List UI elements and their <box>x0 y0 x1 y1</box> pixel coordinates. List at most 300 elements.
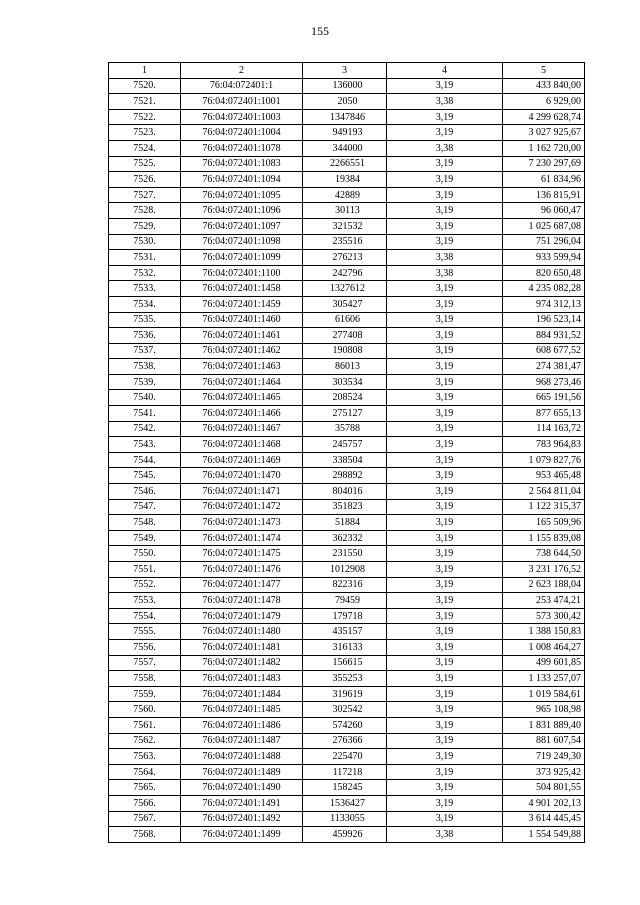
value-cell: 274 381,47 <box>503 359 585 375</box>
area-cell: 303534 <box>303 374 387 390</box>
rate-cell: 3,19 <box>387 499 503 515</box>
value-cell: 373 925,42 <box>503 764 585 780</box>
table-row <box>109 499 585 515</box>
rate-cell: 3,19 <box>387 717 503 733</box>
value-cell: 2 564 811,04 <box>503 484 585 500</box>
area-cell: 321532 <box>303 218 387 234</box>
rate-cell: 3,19 <box>387 109 503 125</box>
cadastral-number-cell: 76:04:072401:1096 <box>181 203 303 219</box>
table-row <box>109 671 585 687</box>
row-number-cell: 7541. <box>109 406 181 422</box>
table-row <box>109 686 585 702</box>
row-number-cell: 7527. <box>109 187 181 203</box>
cadastral-number-cell: 76:04:072401:1083 <box>181 156 303 172</box>
area-cell: 61606 <box>303 312 387 328</box>
area-cell: 459926 <box>303 827 387 843</box>
table-row <box>109 406 585 422</box>
rate-cell: 3,19 <box>387 811 503 827</box>
value-cell: 1 019 584,61 <box>503 686 585 702</box>
rate-cell: 3,19 <box>387 328 503 344</box>
area-cell: 117218 <box>303 764 387 780</box>
area-cell: 156615 <box>303 655 387 671</box>
value-cell: 2 623 188,04 <box>503 577 585 593</box>
rate-cell: 3,19 <box>387 484 503 500</box>
table-row <box>109 468 585 484</box>
table-header-row <box>109 63 585 79</box>
row-number-cell: 7549. <box>109 530 181 546</box>
cadastral-number-cell: 76:04:072401:1458 <box>181 281 303 297</box>
table-row <box>109 484 585 500</box>
cadastral-number-cell: 76:04:072401:1492 <box>181 811 303 827</box>
cadastral-number-cell: 76:04:072401:1473 <box>181 515 303 531</box>
rate-cell: 3,19 <box>387 655 503 671</box>
value-cell: 3 614 445,45 <box>503 811 585 827</box>
row-number-cell: 7520. <box>109 78 181 94</box>
area-cell: 275127 <box>303 406 387 422</box>
table-row <box>109 265 585 281</box>
table-row <box>109 733 585 749</box>
rate-cell: 3,19 <box>387 702 503 718</box>
area-cell: 319619 <box>303 686 387 702</box>
table-row <box>109 639 585 655</box>
row-number-cell: 7543. <box>109 437 181 453</box>
rate-cell: 3,19 <box>387 562 503 578</box>
rate-cell: 3,19 <box>387 468 503 484</box>
rate-cell: 3,19 <box>387 608 503 624</box>
rate-cell: 3,19 <box>387 296 503 312</box>
cadastral-number-cell: 76:04:072401:1480 <box>181 624 303 640</box>
table-row <box>109 546 585 562</box>
value-cell: 953 465,48 <box>503 468 585 484</box>
column-header: 5 <box>503 63 585 79</box>
rate-cell: 3,19 <box>387 437 503 453</box>
area-cell: 1133055 <box>303 811 387 827</box>
rate-cell: 3,19 <box>387 125 503 141</box>
row-number-cell: 7546. <box>109 484 181 500</box>
value-cell: 61 834,96 <box>503 172 585 188</box>
row-number-cell: 7566. <box>109 795 181 811</box>
value-cell: 1 155 839,08 <box>503 530 585 546</box>
cadastral-number-cell: 76:04:072401:1100 <box>181 265 303 281</box>
cadastral-number-cell: 76:04:072401:1098 <box>181 234 303 250</box>
value-cell: 196 523,14 <box>503 312 585 328</box>
rate-cell: 3,19 <box>387 78 503 94</box>
row-number-cell: 7562. <box>109 733 181 749</box>
rate-cell: 3,38 <box>387 827 503 843</box>
rate-cell: 3,19 <box>387 421 503 437</box>
rate-cell: 3,19 <box>387 374 503 390</box>
value-cell: 665 191,56 <box>503 390 585 406</box>
area-cell: 1347846 <box>303 109 387 125</box>
page-number: 155 <box>311 24 329 38</box>
area-cell: 2266551 <box>303 156 387 172</box>
area-cell: 79459 <box>303 593 387 609</box>
cadastral-number-cell: 76:04:072401:1097 <box>181 218 303 234</box>
area-cell: 242796 <box>303 265 387 281</box>
rate-cell: 3,19 <box>387 452 503 468</box>
table-row <box>109 250 585 266</box>
row-number-cell: 7552. <box>109 577 181 593</box>
value-cell: 499 601,85 <box>503 655 585 671</box>
value-cell: 7 230 297,69 <box>503 156 585 172</box>
area-cell: 804016 <box>303 484 387 500</box>
row-number-cell: 7533. <box>109 281 181 297</box>
cadastral-number-cell: 76:04:072401:1490 <box>181 780 303 796</box>
value-cell: 1 122 315,37 <box>503 499 585 515</box>
table-row <box>109 203 585 219</box>
row-number-cell: 7567. <box>109 811 181 827</box>
area-cell: 338504 <box>303 452 387 468</box>
area-cell: 276213 <box>303 250 387 266</box>
cadastral-number-cell: 76:04:072401:1004 <box>181 125 303 141</box>
cadastral-number-cell: 76:04:072401:1464 <box>181 374 303 390</box>
cadastral-number-cell: 76:04:072401:1469 <box>181 452 303 468</box>
cadastral-number-cell: 76:04:072401:1459 <box>181 296 303 312</box>
area-cell: 949193 <box>303 125 387 141</box>
value-cell: 1 554 549,88 <box>503 827 585 843</box>
table-row <box>109 608 585 624</box>
area-cell: 298892 <box>303 468 387 484</box>
area-cell: 305427 <box>303 296 387 312</box>
rate-cell: 3,19 <box>387 390 503 406</box>
value-cell: 1 831 889,40 <box>503 717 585 733</box>
row-number-cell: 7530. <box>109 234 181 250</box>
table-row <box>109 390 585 406</box>
table-row <box>109 78 585 94</box>
cadastral-number-cell: 76:04:072401:1472 <box>181 499 303 515</box>
rate-cell: 3,19 <box>387 780 503 796</box>
rate-cell: 3,19 <box>387 671 503 687</box>
table-row <box>109 562 585 578</box>
cadastral-number-cell: 76:04:072401:1094 <box>181 172 303 188</box>
value-cell: 1 133 257,07 <box>503 671 585 687</box>
row-number-cell: 7534. <box>109 296 181 312</box>
row-number-cell: 7547. <box>109 499 181 515</box>
value-cell: 1 008 464,27 <box>503 639 585 655</box>
value-cell: 4 235 082,28 <box>503 281 585 297</box>
table-row <box>109 437 585 453</box>
table-row <box>109 156 585 172</box>
value-cell: 608 677,52 <box>503 343 585 359</box>
area-cell: 362332 <box>303 530 387 546</box>
cadastral-number-cell: 76:04:072401:1078 <box>181 140 303 156</box>
rate-cell: 3,19 <box>387 515 503 531</box>
cadastral-number-cell: 76:04:072401:1003 <box>181 109 303 125</box>
cadastral-number-cell: 76:04:072401:1479 <box>181 608 303 624</box>
cadastral-number-cell: 76:04:072401:1499 <box>181 827 303 843</box>
rate-cell: 3,19 <box>387 624 503 640</box>
row-number-cell: 7557. <box>109 655 181 671</box>
cadastral-number-cell: 76:04:072401:1483 <box>181 671 303 687</box>
value-cell: 783 964,83 <box>503 437 585 453</box>
rate-cell: 3,19 <box>387 733 503 749</box>
row-number-cell: 7560. <box>109 702 181 718</box>
value-cell: 719 249,30 <box>503 749 585 765</box>
area-cell: 1012908 <box>303 562 387 578</box>
cadastral-number-cell: 76:04:072401:1468 <box>181 437 303 453</box>
rate-cell: 3,19 <box>387 187 503 203</box>
area-cell: 51884 <box>303 515 387 531</box>
row-number-cell: 7545. <box>109 468 181 484</box>
cadastral-number-cell: 76:04:072401:1481 <box>181 639 303 655</box>
rate-cell: 3,19 <box>387 749 503 765</box>
area-cell: 190808 <box>303 343 387 359</box>
table-row <box>109 359 585 375</box>
cadastral-number-cell: 76:04:072401:1485 <box>181 702 303 718</box>
rate-cell: 3,38 <box>387 140 503 156</box>
table-row <box>109 827 585 843</box>
value-cell: 738 644,50 <box>503 546 585 562</box>
rate-cell: 3,19 <box>387 530 503 546</box>
value-cell: 881 607,54 <box>503 733 585 749</box>
area-cell: 355253 <box>303 671 387 687</box>
table-row <box>109 218 585 234</box>
column-header: 4 <box>387 63 503 79</box>
table-row <box>109 281 585 297</box>
rate-cell: 3,38 <box>387 250 503 266</box>
rate-cell: 3,19 <box>387 312 503 328</box>
area-cell: 2050 <box>303 94 387 110</box>
rate-cell: 3,19 <box>387 593 503 609</box>
table-row <box>109 312 585 328</box>
cadastral-number-cell: 76:04:072401:1095 <box>181 187 303 203</box>
value-cell: 933 599,94 <box>503 250 585 266</box>
cadastral-number-cell: 76:04:072401:1 <box>181 78 303 94</box>
value-cell: 1 388 150,83 <box>503 624 585 640</box>
data-table <box>108 62 585 843</box>
table-row <box>109 328 585 344</box>
rate-cell: 3,19 <box>387 546 503 562</box>
row-number-cell: 7537. <box>109 343 181 359</box>
table-row <box>109 140 585 156</box>
row-number-cell: 7522. <box>109 109 181 125</box>
table-row <box>109 593 585 609</box>
rate-cell: 3,19 <box>387 577 503 593</box>
rate-cell: 3,38 <box>387 94 503 110</box>
row-number-cell: 7531. <box>109 250 181 266</box>
table-row <box>109 234 585 250</box>
value-cell: 820 650,48 <box>503 265 585 281</box>
column-header: 2 <box>181 63 303 79</box>
area-cell: 30113 <box>303 203 387 219</box>
table-row <box>109 717 585 733</box>
area-cell: 86013 <box>303 359 387 375</box>
table-row <box>109 577 585 593</box>
value-cell: 751 296,04 <box>503 234 585 250</box>
row-number-cell: 7553. <box>109 593 181 609</box>
rate-cell: 3,19 <box>387 156 503 172</box>
row-number-cell: 7568. <box>109 827 181 843</box>
cadastral-number-cell: 76:04:072401:1491 <box>181 795 303 811</box>
cadastral-number-cell: 76:04:072401:1478 <box>181 593 303 609</box>
cadastral-number-cell: 76:04:072401:1475 <box>181 546 303 562</box>
table-row <box>109 296 585 312</box>
row-number-cell: 7554. <box>109 608 181 624</box>
area-cell: 19384 <box>303 172 387 188</box>
row-number-cell: 7564. <box>109 764 181 780</box>
row-number-cell: 7532. <box>109 265 181 281</box>
row-number-cell: 7538. <box>109 359 181 375</box>
rate-cell: 3,38 <box>387 265 503 281</box>
cadastral-number-cell: 76:04:072401:1465 <box>181 390 303 406</box>
row-number-cell: 7535. <box>109 312 181 328</box>
rate-cell: 3,19 <box>387 343 503 359</box>
row-number-cell: 7550. <box>109 546 181 562</box>
row-number-cell: 7525. <box>109 156 181 172</box>
area-cell: 235516 <box>303 234 387 250</box>
value-cell: 965 108,98 <box>503 702 585 718</box>
area-cell: 231550 <box>303 546 387 562</box>
table-body <box>109 78 585 842</box>
area-cell: 245757 <box>303 437 387 453</box>
area-cell: 225470 <box>303 749 387 765</box>
cadastral-number-cell: 76:04:072401:1486 <box>181 717 303 733</box>
value-cell: 968 273,46 <box>503 374 585 390</box>
row-number-cell: 7559. <box>109 686 181 702</box>
area-cell: 344000 <box>303 140 387 156</box>
cadastral-number-cell: 76:04:072401:1470 <box>181 468 303 484</box>
row-number-cell: 7536. <box>109 328 181 344</box>
table-row <box>109 624 585 640</box>
value-cell: 1 025 687,08 <box>503 218 585 234</box>
table-row <box>109 795 585 811</box>
row-number-cell: 7539. <box>109 374 181 390</box>
table-row <box>109 374 585 390</box>
row-number-cell: 7528. <box>109 203 181 219</box>
cadastral-number-cell: 76:04:072401:1487 <box>181 733 303 749</box>
value-cell: 504 801,55 <box>503 780 585 796</box>
cadastral-number-cell: 76:04:072401:1461 <box>181 328 303 344</box>
cadastral-number-cell: 76:04:072401:1467 <box>181 421 303 437</box>
cadastral-number-cell: 76:04:072401:1482 <box>181 655 303 671</box>
value-cell: 573 300,42 <box>503 608 585 624</box>
value-cell: 6 929,00 <box>503 94 585 110</box>
area-cell: 136000 <box>303 78 387 94</box>
row-number-cell: 7556. <box>109 639 181 655</box>
row-number-cell: 7551. <box>109 562 181 578</box>
cadastral-number-cell: 76:04:072401:1001 <box>181 94 303 110</box>
rate-cell: 3,19 <box>387 359 503 375</box>
cadastral-number-cell: 76:04:072401:1474 <box>181 530 303 546</box>
column-header: 1 <box>109 63 181 79</box>
table-row <box>109 515 585 531</box>
cadastral-number-cell: 76:04:072401:1471 <box>181 484 303 500</box>
table-row <box>109 343 585 359</box>
area-cell: 42889 <box>303 187 387 203</box>
table-row <box>109 702 585 718</box>
area-cell: 158245 <box>303 780 387 796</box>
rate-cell: 3,19 <box>387 406 503 422</box>
row-number-cell: 7563. <box>109 749 181 765</box>
rate-cell: 3,19 <box>387 203 503 219</box>
rate-cell: 3,19 <box>387 218 503 234</box>
area-cell: 1327612 <box>303 281 387 297</box>
cadastral-number-cell: 76:04:072401:1462 <box>181 343 303 359</box>
rate-cell: 3,19 <box>387 764 503 780</box>
area-cell: 276366 <box>303 733 387 749</box>
row-number-cell: 7542. <box>109 421 181 437</box>
area-cell: 302542 <box>303 702 387 718</box>
area-cell: 316133 <box>303 639 387 655</box>
cadastral-number-cell: 76:04:072401:1466 <box>181 406 303 422</box>
value-cell: 3 231 176,52 <box>503 562 585 578</box>
column-header: 3 <box>303 63 387 79</box>
value-cell: 96 060,47 <box>503 203 585 219</box>
row-number-cell: 7561. <box>109 717 181 733</box>
table-row <box>109 655 585 671</box>
value-cell: 884 931,52 <box>503 328 585 344</box>
value-cell: 4 299 628,74 <box>503 109 585 125</box>
cadastral-number-cell: 76:04:072401:1099 <box>181 250 303 266</box>
row-number-cell: 7544. <box>109 452 181 468</box>
table-row <box>109 811 585 827</box>
row-number-cell: 7548. <box>109 515 181 531</box>
value-cell: 165 509,96 <box>503 515 585 531</box>
row-number-cell: 7523. <box>109 125 181 141</box>
row-number-cell: 7565. <box>109 780 181 796</box>
area-cell: 277408 <box>303 328 387 344</box>
area-cell: 35788 <box>303 421 387 437</box>
value-cell: 877 655,13 <box>503 406 585 422</box>
area-cell: 208524 <box>303 390 387 406</box>
area-cell: 1536427 <box>303 795 387 811</box>
table-row <box>109 452 585 468</box>
row-number-cell: 7555. <box>109 624 181 640</box>
cadastral-number-cell: 76:04:072401:1460 <box>181 312 303 328</box>
cadastral-number-cell: 76:04:072401:1477 <box>181 577 303 593</box>
row-number-cell: 7558. <box>109 671 181 687</box>
cadastral-number-cell: 76:04:072401:1476 <box>181 562 303 578</box>
cadastral-number-cell: 76:04:072401:1488 <box>181 749 303 765</box>
value-cell: 974 312,13 <box>503 296 585 312</box>
area-cell: 351823 <box>303 499 387 515</box>
value-cell: 4 901 202,13 <box>503 795 585 811</box>
value-cell: 114 163,72 <box>503 421 585 437</box>
table-row <box>109 94 585 110</box>
row-number-cell: 7529. <box>109 218 181 234</box>
value-cell: 1 079 827,76 <box>503 452 585 468</box>
rate-cell: 3,19 <box>387 172 503 188</box>
table-row <box>109 764 585 780</box>
value-cell: 1 162 720,00 <box>503 140 585 156</box>
rate-cell: 3,19 <box>387 795 503 811</box>
cadastral-number-cell: 76:04:072401:1484 <box>181 686 303 702</box>
area-cell: 435157 <box>303 624 387 640</box>
table-row <box>109 421 585 437</box>
rate-cell: 3,19 <box>387 686 503 702</box>
value-cell: 136 815,91 <box>503 187 585 203</box>
area-cell: 179718 <box>303 608 387 624</box>
table-row <box>109 749 585 765</box>
row-number-cell: 7524. <box>109 140 181 156</box>
rate-cell: 3,19 <box>387 281 503 297</box>
value-cell: 253 474,21 <box>503 593 585 609</box>
row-number-cell: 7526. <box>109 172 181 188</box>
table-row <box>109 125 585 141</box>
table-row <box>109 530 585 546</box>
area-cell: 822316 <box>303 577 387 593</box>
row-number-cell: 7521. <box>109 94 181 110</box>
value-cell: 3 027 925,67 <box>503 125 585 141</box>
cadastral-number-cell: 76:04:072401:1489 <box>181 764 303 780</box>
table-row <box>109 109 585 125</box>
value-cell: 433 840,00 <box>503 78 585 94</box>
table-row <box>109 172 585 188</box>
rate-cell: 3,19 <box>387 639 503 655</box>
rate-cell: 3,19 <box>387 234 503 250</box>
area-cell: 574260 <box>303 717 387 733</box>
row-number-cell: 7540. <box>109 390 181 406</box>
